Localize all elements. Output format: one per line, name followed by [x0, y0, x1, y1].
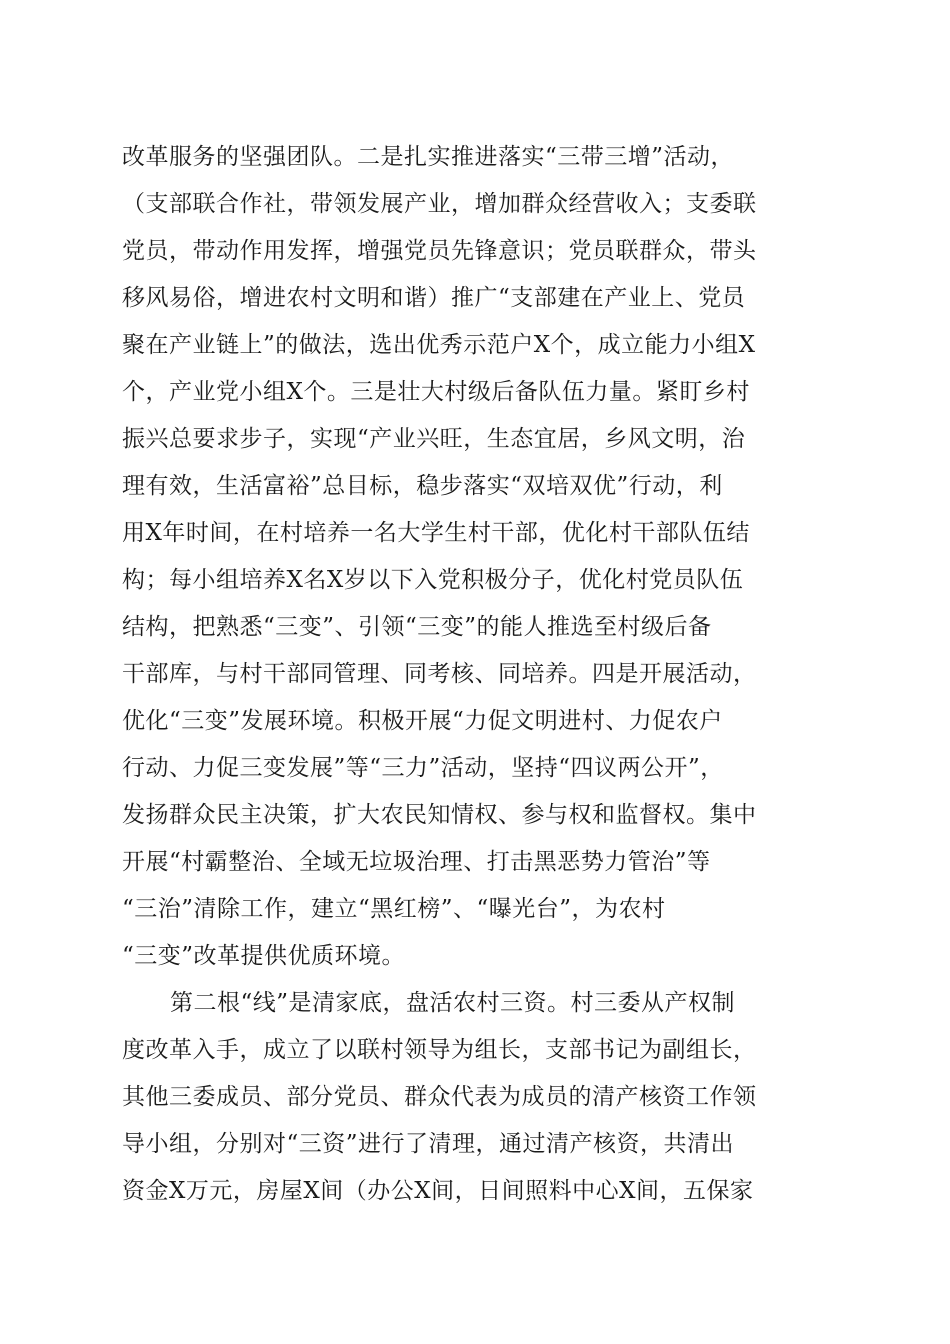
text-line: 资金X万元，房屋X间（办公X间，日间照料中心X间，五保家	[122, 1178, 754, 1204]
text-line: 其他三委成员、部分党员、群众代表为成员的清产核资工作领	[122, 1084, 757, 1110]
text-line: 导小组，分别对“三资”进行了清理，通过清产核资，共清出	[122, 1131, 735, 1157]
text-line: 聚在产业链上”的做法，选出优秀示范户X个，成立能力小组X	[122, 332, 756, 358]
text-line: 理有效，生活富裕”总目标，稳步落实“双培双优”行动，利	[122, 473, 723, 499]
text-line: “三变”改革提供优质环境。	[122, 943, 406, 969]
text-line: 构；每小组培养X名X岁以下入党积极分子，优化村党员队伍	[122, 567, 744, 593]
text-line: 结构，把熟悉“三变”、引领“三变”的能人推选至村级后备	[122, 614, 712, 640]
text-line: “三治”清除工作，建立“黑红榜”、“曝光台”，为农村	[122, 896, 666, 922]
text-line: 发扬群众民主决策，扩大农民知情权、参与权和监督权。集中	[122, 802, 757, 828]
text-line: 干部库，与村干部同管理、同考核、同培养。四是开展活动，	[122, 661, 757, 687]
text-line: 用X年时间，在村培养一名大学生村干部，优化村干部队伍结	[122, 520, 750, 546]
text-line: 改革服务的坚强团队。二是扎实推进落实“三带三增”活动，	[122, 144, 735, 170]
text-line: 移风易俗，增进农村文明和谐）推广“支部建在产业上、党员	[122, 285, 746, 311]
text-line: 个，产业党小组X个。三是壮大村级后备队伍力量。紧盯乡村	[122, 379, 750, 405]
text-line: 开展“村霸整治、全域无垃圾治理、打击黑恶势力管治”等	[122, 849, 711, 875]
paragraph-first-line: 第二根“线”是清家底，盘活农村三资。村三委从产权制	[170, 990, 736, 1016]
text-line: 行动、力促三变发展”等“三力”活动，坚持“四议两公开”，	[122, 755, 724, 781]
text-line: 党员，带动作用发挥，增强党员先锋意识；党员联群众，带头	[122, 238, 757, 264]
text-line: （支部联合作社，带领发展产业，增加群众经营收入；支委联	[122, 191, 757, 217]
text-line: 度改革入手，成立了以联村领导为组长，支部书记为副组长，	[122, 1037, 757, 1063]
text-line: 优化“三变”发展环境。积极开展“力促文明进村、力促农户	[122, 708, 723, 734]
text-line: 振兴总要求步子，实现“产业兴旺，生态宜居，乡风文明，治	[122, 426, 746, 452]
